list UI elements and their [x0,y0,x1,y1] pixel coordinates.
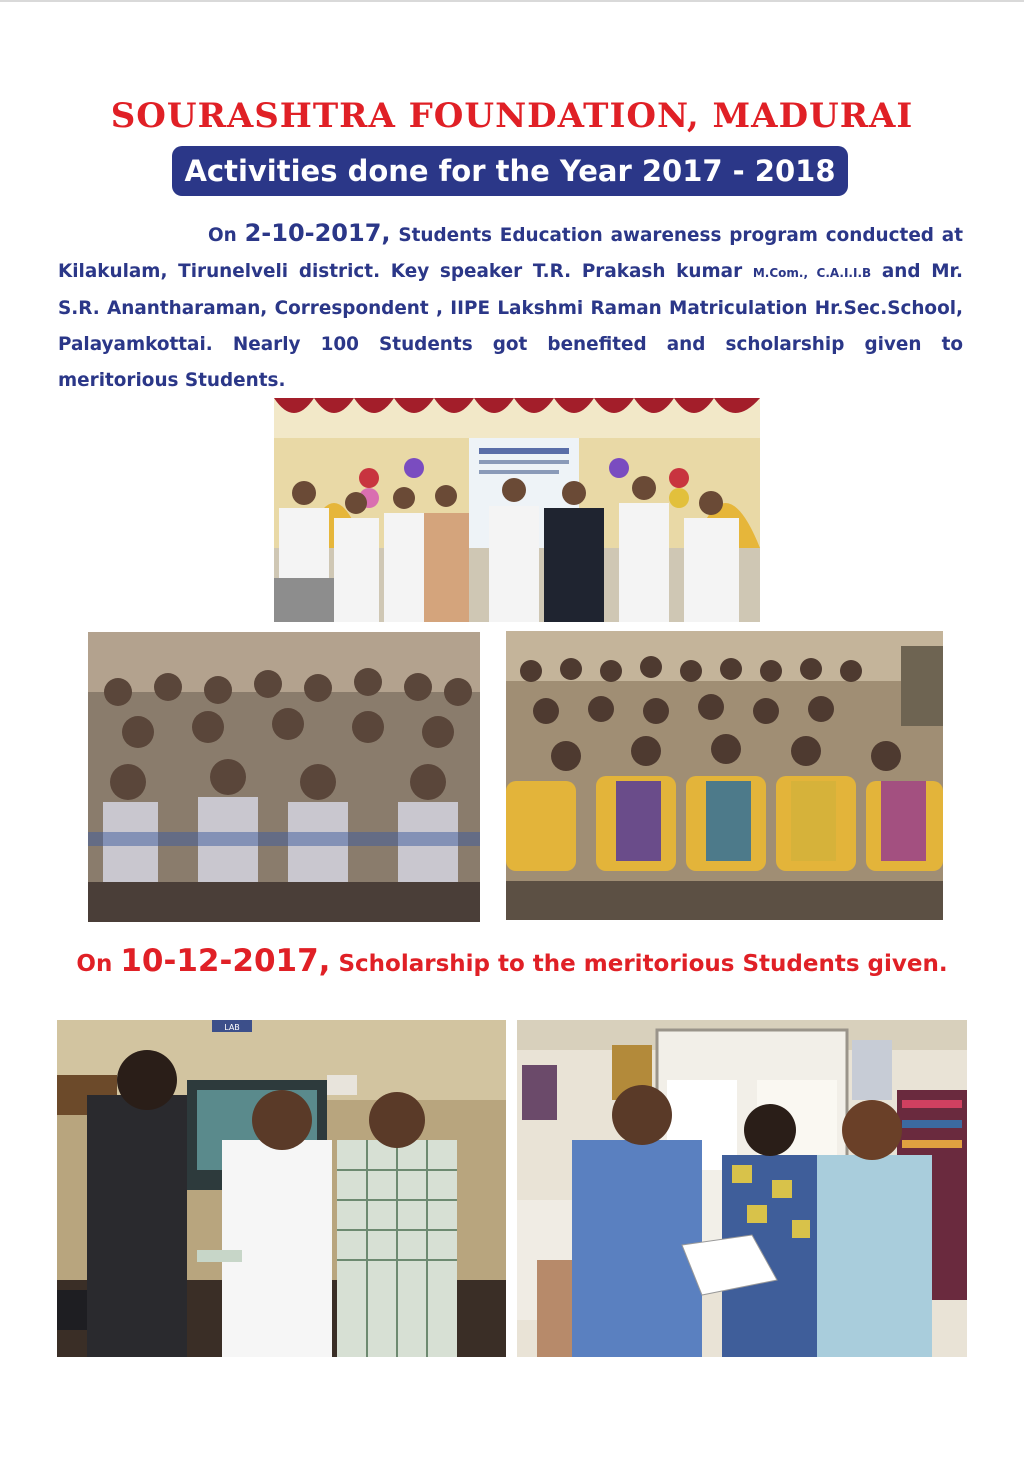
lab-sign-text: LAB [224,1023,240,1032]
photo-scholarship-handover [517,1020,967,1357]
page-title: SOURASHTRA FOUNDATION, MADURAI [110,96,914,136]
photo-audience-girls [506,631,943,920]
event1-text-part1: Students Education awareness program conducted at Kilakulam, Tirunelveli district. Key speaker T.R. Prakash kumar [58,225,964,282]
event1-text-part2: and Mr. S.R. Anantharaman, Correspondent , IIPE Lakshmi Raman Matriculation Hr.Sec.School, Palayamkottai. Nearly 100 Students got benefited and scholarship given to meritorious Students. [58,261,963,391]
event2-text: Scholarship to the meritorious Students given. [338,951,948,977]
event1-degrees: M.Com., C.A.I.I.B [752,266,872,280]
event2-on: On [76,951,113,977]
event2-date: 10-12-2017, [120,943,331,979]
photo-audience-boys [88,632,480,922]
event2-heading [0,943,1024,979]
event1-paragraph [58,215,963,399]
event1-on: On [208,225,237,246]
photo-scholarship-lab [57,1020,506,1357]
page-border [0,0,1024,2]
year-banner: Activities done for the Year 2017 - 2018 [172,146,848,196]
event1-date: 2-10-2017, [244,219,391,247]
photo-stage-felicitation [274,398,760,622]
